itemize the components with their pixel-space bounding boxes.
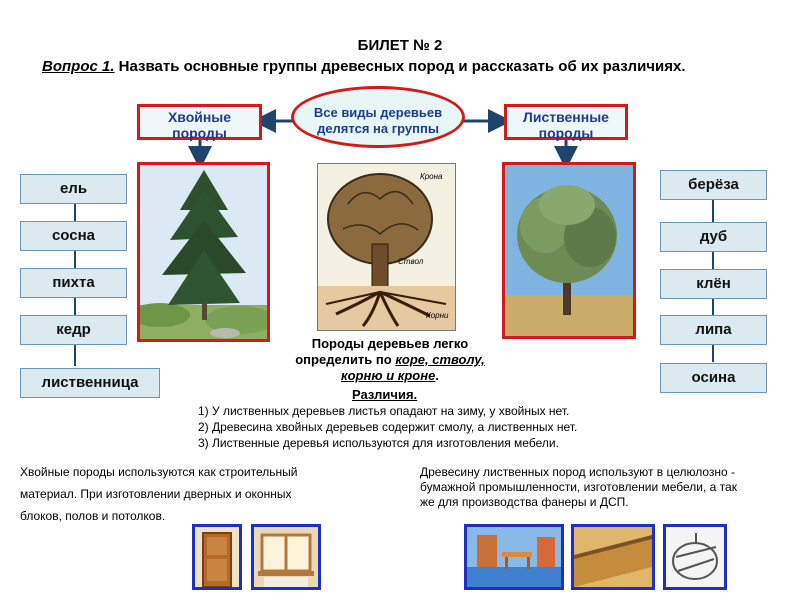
tree-spruce: ель bbox=[20, 174, 127, 204]
tree-oak: дуб bbox=[660, 222, 767, 252]
deciduous-use-line1: Древесину лиственных пород используют в целюлозно - bbox=[420, 465, 736, 479]
tree-cedar: кедр bbox=[20, 315, 127, 345]
caption-line3-suffix: . bbox=[435, 368, 439, 383]
deciduous-use-line2: бумажной промышленности, изготовлении мебели, а так bbox=[420, 480, 737, 494]
tree-birch: берёза bbox=[660, 170, 767, 200]
conifer-use-text bbox=[20, 461, 350, 527]
conifer-use-line3: блоков, полов и потолков. bbox=[20, 509, 166, 523]
deciduous-group-box: Лиственные породы bbox=[504, 104, 628, 140]
tree-aspen: осина bbox=[660, 363, 767, 393]
deciduous-use-text bbox=[420, 465, 790, 510]
tree-larch: лиственница bbox=[20, 368, 160, 398]
ticket-title: БИЛЕТ № 2 bbox=[357, 37, 443, 54]
question-label: Вопрос 1. bbox=[42, 58, 115, 75]
furniture-thumbnail bbox=[464, 524, 564, 590]
label-roots: Корни bbox=[426, 311, 449, 320]
chipboard-thumbnail bbox=[663, 524, 727, 590]
tree-maple: клён bbox=[660, 269, 767, 299]
tree-pine: сосна bbox=[20, 221, 127, 251]
all-trees-oval: Все виды деревьев делятся на группы bbox=[291, 86, 465, 148]
conifer-use-line1: Хвойные породы используются как строительный bbox=[20, 465, 298, 479]
caption-line1: Породы деревьев легко bbox=[311, 336, 469, 351]
differences-title: Различия. bbox=[352, 387, 418, 402]
tree-structure-diagram bbox=[317, 163, 456, 331]
question-text: Назвать основные группы древесных пород и рассказать об их различиях. bbox=[114, 58, 686, 75]
difference-1: 1) У лиственных деревьев листья опадают на зиму, у хвойных нет. bbox=[198, 404, 570, 418]
window-thumbnail bbox=[251, 524, 321, 590]
conifers-group-box: Хвойные породы bbox=[137, 104, 262, 140]
conifer-use-line2: материал. При изготовлении дверных и оконных bbox=[20, 487, 292, 501]
plywood-thumbnail bbox=[571, 524, 655, 590]
label-trunk: Ствол bbox=[398, 257, 424, 266]
caption-line3-italic: корню и кроне bbox=[341, 368, 436, 383]
conifer-photo bbox=[137, 162, 270, 342]
deciduous-use-line3: же для производства фанеры и ДСП. bbox=[420, 495, 629, 509]
caption-line2 bbox=[270, 352, 510, 368]
caption-line2-prefix: определить по bbox=[295, 352, 396, 367]
caption-line3 bbox=[270, 368, 510, 384]
caption-line2-italic: коре, стволу, bbox=[395, 352, 485, 367]
difference-3: 3) Лиственные деревья используются для изготовления мебели. bbox=[198, 436, 559, 450]
label-crown: Крона bbox=[420, 172, 443, 181]
identification-caption bbox=[270, 336, 510, 384]
tree-fir: пихта bbox=[20, 268, 127, 298]
difference-2: 2) Древесина хвойных деревьев содержит смолу, а лиственных нет. bbox=[198, 420, 578, 434]
door-thumbnail bbox=[192, 524, 242, 590]
tree-linden: липа bbox=[660, 315, 767, 345]
deciduous-photo bbox=[502, 162, 636, 339]
